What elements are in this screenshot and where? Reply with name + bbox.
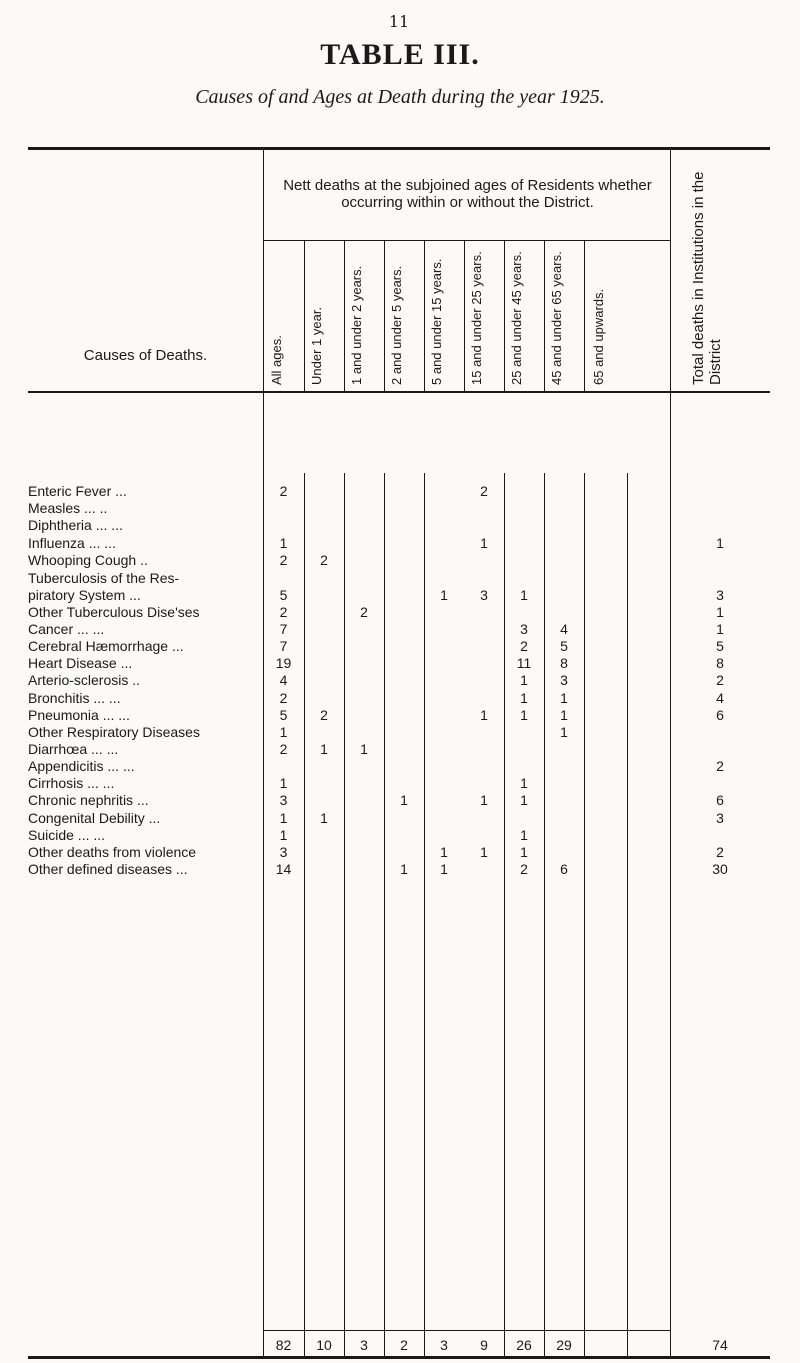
body-column-rule-3 — [384, 473, 385, 1356]
age-column-header: 2 and under 5 years. — [389, 265, 404, 385]
total-cell: 9 — [480, 1337, 488, 1353]
institutions-column-header: Total deaths in Institutions in the District — [690, 171, 724, 385]
cause-label: Tuberculosis of the Res- — [28, 570, 180, 586]
table-cell: 1 — [279, 775, 288, 791]
table-cell: 2 — [279, 604, 288, 620]
header-column-rule-5 — [464, 240, 465, 391]
cause-label: Heart Disease ... — [28, 655, 133, 671]
table-cell: 2 — [320, 707, 328, 723]
table-cell: 2 — [716, 672, 724, 688]
cause-label: Cerebral Hæmorrhage ... — [28, 638, 184, 654]
table-cell: 30 — [712, 861, 728, 877]
table-cell: 2 — [716, 758, 724, 774]
table-cell: 4 — [279, 672, 288, 688]
table-cell: 1 — [520, 707, 528, 723]
totals-rule — [263, 1330, 670, 1331]
bottom-rule — [28, 1356, 770, 1359]
table-cell: 1 — [360, 741, 368, 757]
table-subtitle: Causes of and Ages at Death during the year 1925. — [195, 86, 605, 108]
table-cell: 1 — [440, 861, 448, 877]
header-sub-rule — [263, 240, 670, 241]
cause-label: Diphtheria ... ... — [28, 517, 123, 533]
table-cell: 8 — [716, 655, 724, 671]
cause-label: Arterio-sclerosis .. — [28, 672, 141, 688]
table-cell: 5 — [560, 638, 568, 654]
table-cell: 14 — [275, 861, 292, 877]
cause-label: Other deaths from violence — [28, 844, 197, 860]
total-cell: 74 — [712, 1337, 728, 1353]
cause-label: Cirrhosis ... ... — [28, 775, 115, 791]
table-cell: 1 — [480, 792, 488, 808]
header-column-rule-1 — [304, 240, 305, 391]
table-cell: 1 — [560, 724, 568, 740]
table-cell: 1 — [560, 690, 568, 706]
table-cell: 5 — [279, 707, 288, 723]
table-cell: 1 — [440, 587, 448, 603]
table-cell: 2 — [716, 844, 724, 860]
cause-label: piratory System ... — [28, 587, 141, 603]
header-column-rule-4 — [424, 240, 425, 391]
table-cell: 3 — [716, 810, 724, 826]
table-cell: 5 — [716, 638, 724, 654]
cause-label: Other defined diseases ... — [28, 861, 188, 877]
table-cell: 1 — [279, 724, 288, 740]
table-cell: 3 — [520, 621, 528, 637]
table-cell: 2 — [520, 638, 528, 654]
cause-label: Enteric Fever ... — [28, 483, 127, 499]
cause-label: Congenital Debility ... — [28, 810, 161, 826]
cause-label: Diarrhœa ... ... — [28, 741, 119, 757]
cause-label: Cancer ... ... — [28, 621, 105, 637]
table-cell: 1 — [480, 844, 488, 860]
page-number: 11 — [388, 12, 410, 31]
table-cell: 19 — [275, 655, 292, 671]
cause-label: Measles ... .. — [28, 500, 108, 516]
header-column-rule-8 — [584, 240, 585, 391]
age-column-header: All ages. — [268, 335, 284, 385]
table-cell: 3 — [480, 587, 488, 603]
cause-label: Other Tuberculous Dise'ses — [28, 604, 200, 620]
total-cell: 26 — [516, 1337, 532, 1353]
table-cell: 5 — [279, 587, 288, 603]
cause-label: Influenza ... ... — [28, 535, 116, 551]
table-cell: 2 — [279, 483, 288, 499]
table-cell: 1 — [520, 690, 528, 706]
table-cell: 4 — [716, 690, 724, 706]
table-cell: 6 — [716, 707, 724, 723]
table-cell: 1 — [716, 621, 724, 637]
header-column-rule-2 — [344, 240, 345, 391]
table-cell: 2 — [279, 552, 288, 568]
table-cell: 1 — [716, 604, 724, 620]
table-cell: 7 — [279, 621, 288, 637]
cause-label: Other Respiratory Diseases — [28, 724, 200, 740]
total-cell: 10 — [316, 1337, 332, 1353]
top-rule — [28, 147, 770, 150]
table-cell: 6 — [560, 861, 568, 877]
table-cell: 2 — [279, 741, 288, 757]
age-column-header: 25 and under 45 years. — [509, 251, 524, 385]
cause-label: Whooping Cough .. — [28, 552, 148, 568]
body-column-rule-6 — [544, 473, 545, 1356]
cause-label: Bronchitis ... ... — [28, 690, 121, 706]
table-cell: 1 — [400, 861, 408, 877]
total-cell: 82 — [275, 1337, 292, 1353]
column-rule-institutions — [670, 150, 671, 1356]
table-cell: 1 — [520, 792, 528, 808]
table-cell: 2 — [320, 552, 328, 568]
body-column-rule-4 — [424, 473, 425, 1356]
table-cell: 11 — [516, 655, 532, 671]
body-column-rule-5 — [504, 473, 505, 1356]
table-cell: 3 — [279, 844, 288, 860]
table-cell: 1 — [560, 707, 568, 723]
total-cell: 3 — [440, 1337, 448, 1353]
table-cell: 1 — [440, 844, 448, 860]
header-column-rule-3 — [384, 240, 385, 391]
table-cell: 1 — [279, 827, 288, 843]
table-cell: 1 — [400, 792, 408, 808]
table-cell: 6 — [716, 792, 724, 808]
causes-header: Causes of Deaths. — [83, 347, 208, 364]
age-column-header: Under 1 year. — [309, 306, 324, 385]
table-cell: 1 — [520, 844, 528, 860]
total-cell: 3 — [360, 1337, 368, 1353]
table-cell: 3 — [279, 792, 288, 808]
table-cell: 1 — [520, 587, 528, 603]
table-cell: 1 — [480, 535, 488, 551]
body-column-rule-1 — [304, 473, 305, 1356]
table-cell: 1 — [520, 672, 528, 688]
cause-label: Suicide ... ... — [28, 827, 106, 843]
age-column-header: 45 and under 65 years. — [549, 251, 564, 385]
table-cell: 1 — [320, 810, 328, 826]
header-column-rule-6 — [504, 240, 505, 391]
table-cell: 1 — [716, 535, 724, 551]
body-column-rule-7 — [584, 473, 585, 1356]
header-bottom-rule — [28, 391, 770, 393]
table-cell: 1 — [480, 707, 488, 723]
age-column-header: 5 and under 15 years. — [429, 258, 444, 385]
table-cell: 1 — [279, 535, 288, 551]
table-cell: 3 — [560, 672, 568, 688]
table-cell: 8 — [560, 655, 568, 671]
age-column-header: 65 and upwards. — [590, 288, 606, 385]
total-cell: 29 — [556, 1337, 572, 1353]
age-group-header: Nett deaths at the subjoined ages of Residents whether occurring within or without the District. — [283, 177, 652, 211]
header-column-rule-7 — [544, 240, 545, 391]
table-cell: 1 — [320, 741, 328, 757]
table-cell: 2 — [520, 861, 528, 877]
table-cell: 2 — [360, 604, 368, 620]
table-cell: 1 — [520, 827, 528, 843]
body-column-rule-8 — [627, 473, 628, 1356]
cause-label: Chronic nephritis ... — [28, 792, 149, 808]
cause-label: Appendicitis ... ... — [28, 758, 135, 774]
table-title: TABLE III. — [320, 38, 480, 71]
table-cell: 3 — [716, 587, 724, 603]
age-column-header: 15 and under 25 years. — [469, 251, 484, 385]
table-cell: 1 — [279, 810, 288, 826]
cause-label: Pneumonia ... ... — [28, 707, 130, 723]
table-cell: 2 — [279, 690, 288, 706]
table-cell: 4 — [560, 621, 568, 637]
table-cell: 2 — [480, 483, 488, 499]
total-cell: 2 — [400, 1337, 408, 1353]
table-cell: 7 — [279, 638, 288, 654]
table-cell: 1 — [520, 775, 528, 791]
age-column-header: 1 and under 2 years. — [349, 265, 364, 385]
